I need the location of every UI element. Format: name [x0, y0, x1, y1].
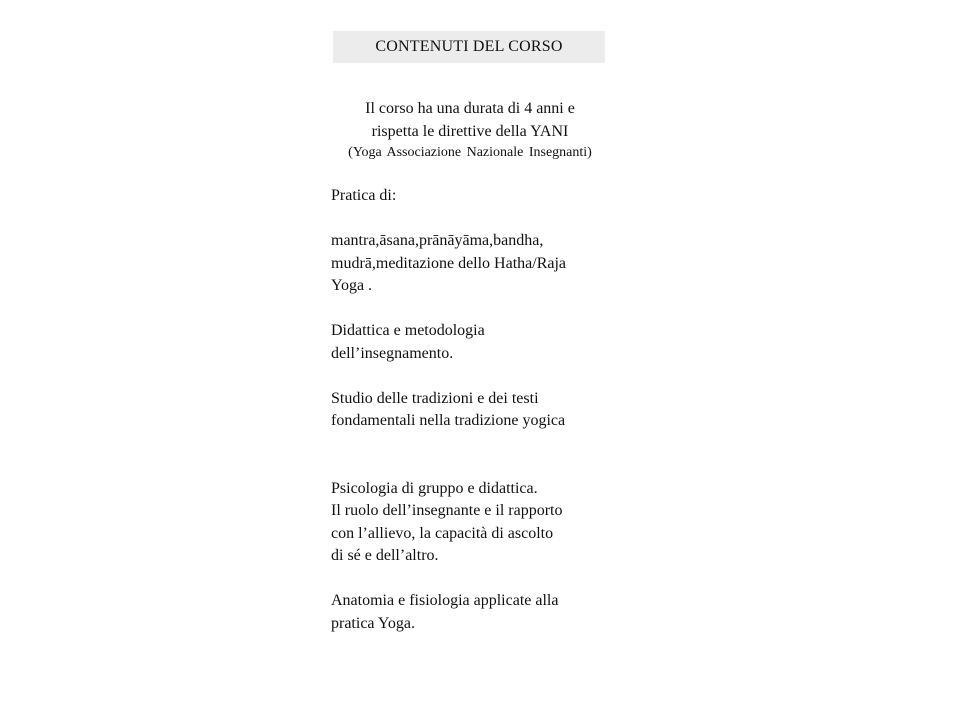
slide-title: CONTENUTI DEL CORSO	[375, 38, 563, 55]
intro-line-3: (Yoga Associazione Nazionale Insegnanti)	[348, 145, 592, 160]
psicologia-paragraph: Psicologia di gruppo e didattica. Il ruolo dell’insegnante e il rapporto con l’allievo, la capacità di ascolto di sé e dell’altro.	[331, 479, 563, 564]
spacer	[331, 433, 621, 478]
course-contents	[331, 185, 621, 635]
spacer	[331, 208, 621, 231]
anatomia-paragraph: Anatomia e fisiologia applicate alla pratica Yoga.	[331, 592, 559, 632]
intro-line-2: rispetta le direttive della YANI	[371, 123, 569, 140]
intro-line-1: Il corso ha una durata di 4 anni e	[365, 100, 575, 117]
spacer	[331, 298, 621, 321]
pratica-heading: Pratica di:	[331, 187, 397, 204]
spacer	[331, 365, 621, 388]
spacer	[331, 568, 621, 591]
didattica-paragraph: Didattica e metodologia dell’insegnamento.	[331, 322, 485, 362]
studio-paragraph: Studio delle tradizioni e dei testi fondamentali nella tradizione yogica	[331, 389, 566, 429]
pratica-body: mantra,āsana,prānāyāma,bandha, mudrā,meditazione dello Hatha/Raja Yoga .	[331, 232, 567, 294]
slide-title-box	[333, 31, 605, 63]
intro-block	[330, 97, 610, 163]
